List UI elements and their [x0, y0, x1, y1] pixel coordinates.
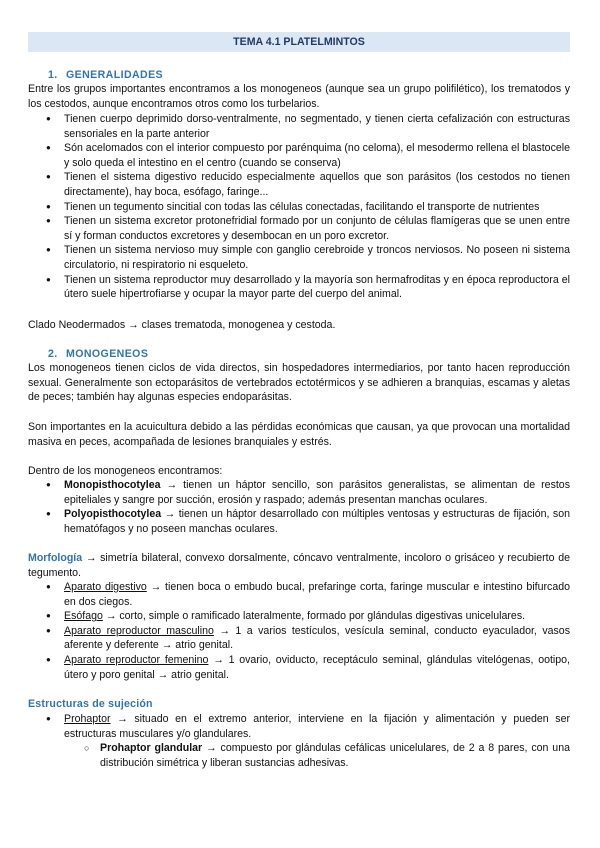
intro-paragraph: Entre los grupos importantes encontramos a los monogeneos (aunque sea un grupo polifilético), los trematodos y los cestodos, aunque encontramos otros como los turbelarios.	[28, 83, 570, 110]
morfologia-text: → simetría bilateral, convexo dorsalmente, cóncavo ventralmente, incoloro o grisáceo y recubierto de tegumento.	[28, 552, 570, 579]
item-term: Aparato reproductor femenino	[64, 653, 209, 666]
generalidades-list	[28, 112, 570, 302]
page-title: TEMA 4.1 PLATELMINTOS	[28, 32, 570, 52]
estructuras-heading: Estructuras de sujeción	[28, 698, 153, 710]
item-term: Prohaptor glandular	[100, 742, 203, 755]
item-text: → 1 a varios testículos, vesícula seminal, conducto eyaculador, vasos aferente y deferente → atrio genital.	[64, 624, 571, 652]
monogeneos-paragraph-2: Son importantes en la acuicultura debido a las pérdidas económicas que causan, ya que provocan una mortalidad masiva en peces, acompañada de lesiones branquiales y estrés.	[28, 421, 570, 448]
list-item: ● Tienen un sistema excretor protonefridial formado por un conjunto de células flamígeras que se unen entre sí y forman conductos excretores y desembocan en un poro excretor.	[28, 214, 570, 243]
list-item	[28, 712, 570, 741]
monogeneos-paragraph-3: Dentro de los monogeneos encontramos:	[28, 465, 223, 477]
item-term: Aparato digestivo	[64, 581, 147, 593]
clado-paragraph: Clado Neodermados → clases trematoda, monogenea y cestoda.	[28, 319, 336, 331]
group-term: Monopisthocotylea	[64, 479, 161, 491]
section-title: MONOGENEOS	[66, 348, 149, 360]
list-item: ● Tienen un sistema reproductor muy desarrollado y la mayoría son hermafroditas y en época reproductora el útero suele hipertrofiarse y ocupar la mayor parte del cuerpo del animal.	[28, 273, 570, 302]
list-item	[28, 478, 570, 507]
section-title: GENERALIDADES	[66, 69, 164, 81]
section-heading-generalidades	[48, 68, 163, 83]
list-item	[28, 580, 570, 609]
group-term: Polyopisthocotylea	[64, 508, 162, 521]
item-text: → tienen boca o embudo bucal, prefaringe corta, faringe muscular e intestino bifurcado en dos ciegos.	[64, 581, 571, 608]
list-item	[28, 653, 570, 682]
list-item: ● Són acelomados con el interior compuesto por parénquima (no celoma), el mesodermo rellena el blastocele y solo queda el intestino en el centro (cuando se conserva)	[28, 141, 570, 170]
morfologia-paragraph	[28, 551, 570, 580]
list-item	[28, 624, 570, 653]
item-term: Esófago	[64, 610, 103, 623]
sub-list-item	[28, 741, 570, 770]
list-item: ● Tienen un tegumento sincitial con todas las células conectadas, facilitando el transporte de nutrientes	[28, 200, 570, 215]
list-item	[28, 609, 570, 624]
section-number: 2.	[48, 348, 58, 360]
monogeneos-paragraph-1: Los monogeneos tienen ciclos de vida directos, sin hospedadores intermediarios, por tanto hacen reproducción sexual. Generalmente son ectoparásitos de vertebrados ectotérmicos y se adhieren a branquias, escamas y aletas de peces; también hay algunas especies endoparásitas.	[28, 362, 570, 404]
list-item: ● Tienen un sistema nervioso muy simple con ganglio cerebroide y troncos nerviosos. No poseen ni sistema circulatorio, ni respiratorio ni esqueleto.	[28, 243, 570, 272]
item-text: → compuesto por glándulas cefálicas unicelulares, de 2 a 8 pares, con una distribución simétrica y liberan sustancias adhesivas.	[100, 742, 570, 769]
list-item	[28, 507, 570, 536]
item-text: → situado en el extremo anterior, interviene en la fijación y alimentación y pueden ser estructuras musculares y/o glandulares.	[64, 713, 570, 740]
item-text: → 1 ovario, oviducto, receptáculo seminal, glándulas vitelógenas, ootipo, útero y poro genital → atrio genital.	[64, 653, 571, 681]
item-text: → corto, simple o ramificado lateralmente, formado por glándulas digestivas unicelulares.	[102, 610, 526, 623]
list-item: ● Tienen el sistema digestivo reducido especialmente aquellos que son parásitos (los cestodos no tienen directamente), hay boca, esófago, faringe...	[28, 170, 570, 199]
estructuras-list	[28, 712, 570, 770]
groups-list	[28, 478, 570, 536]
item-term: Aparato reproductor masculino	[64, 624, 214, 637]
morfologia-label: Morfología	[28, 552, 83, 564]
group-text: → tienen un háptor desarrollado con múltiples ventosas y estructuras de fijación, son hematófagos y no poseen manchas oculares.	[64, 508, 570, 535]
morfologia-list	[28, 580, 570, 682]
item-term: Prohaptor	[64, 713, 111, 725]
section-number: 1.	[48, 69, 58, 81]
group-text: → tienen un háptor sencillo, son parásitos generalistas, se alimentan de restos epiteliales y sangre por succión, erosión y raspado; además presentan manchas oculares.	[64, 479, 570, 506]
list-item: ● Tienen cuerpo deprimido dorso-ventralmente, no segmentado, y tienen cierta cefalización con estructuras sensoriales en la parte anterior	[28, 112, 570, 141]
section-heading-monogeneos	[48, 347, 148, 362]
